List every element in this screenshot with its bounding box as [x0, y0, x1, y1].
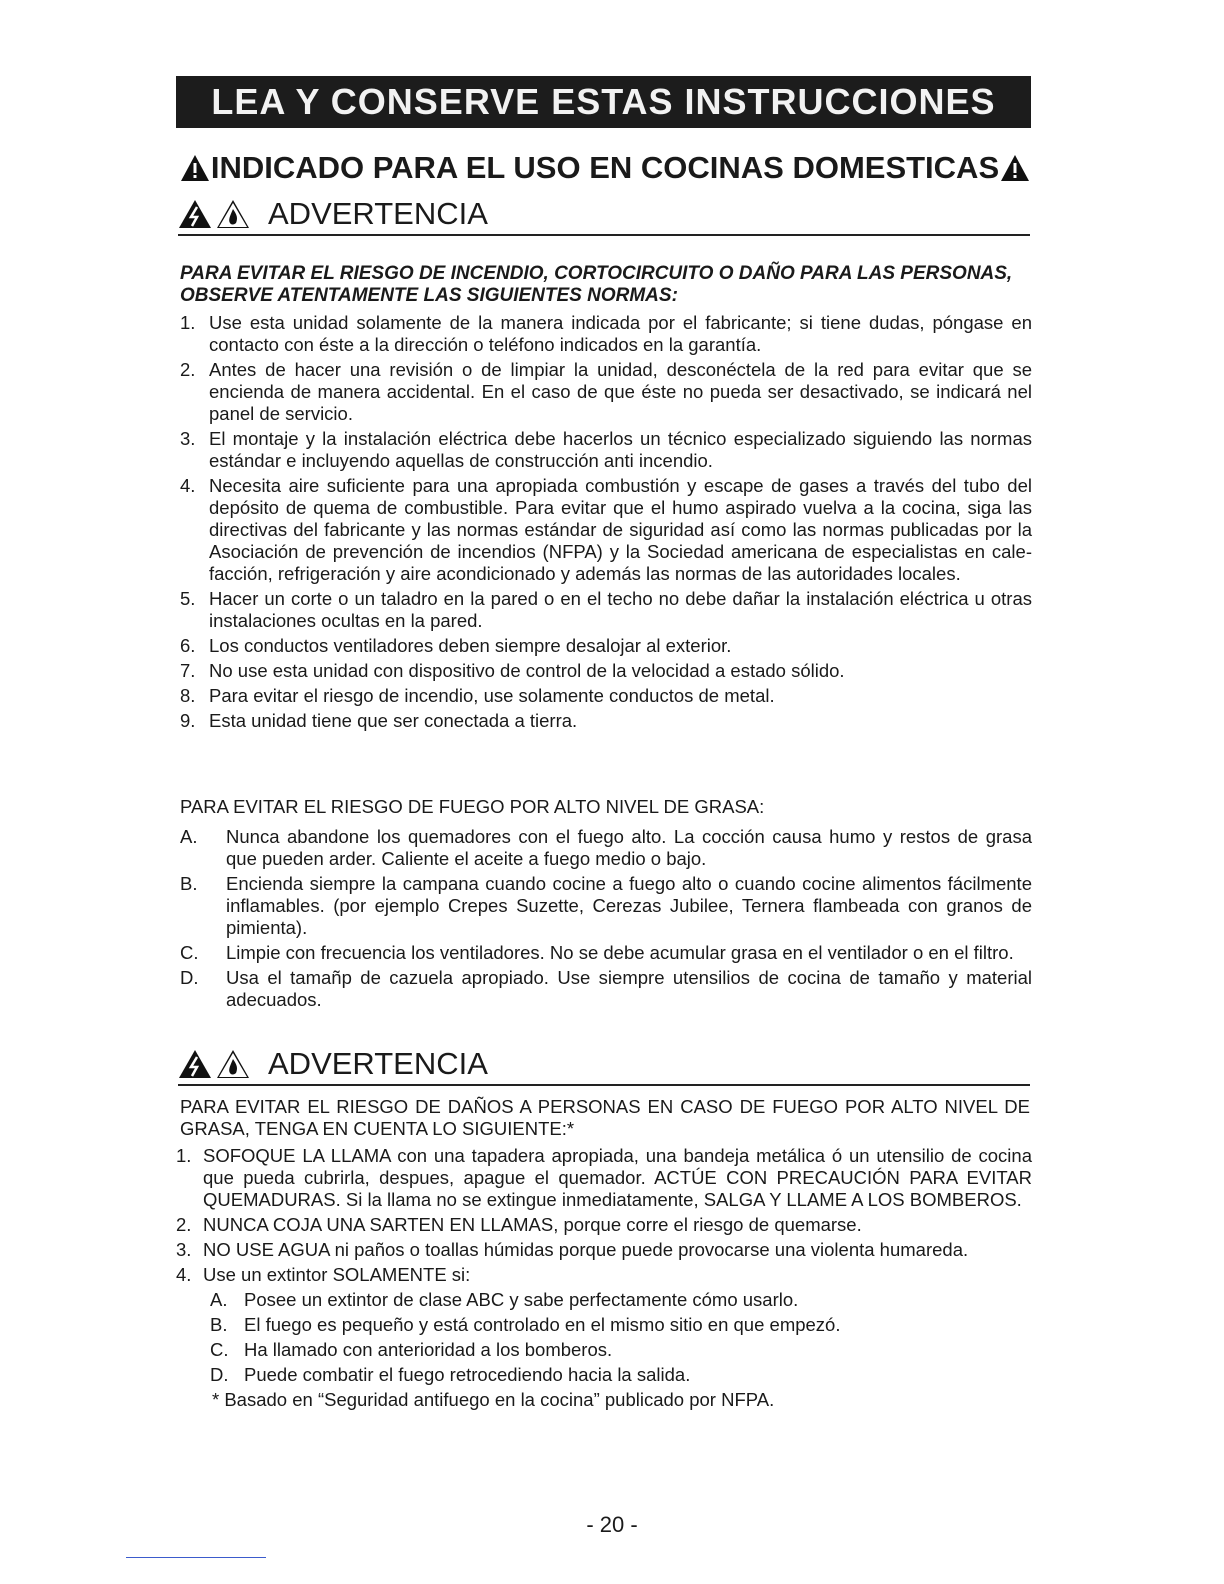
list-item: [180, 475, 1032, 585]
item-number: 3.: [180, 428, 196, 449]
grease-heading: PARA EVITAR EL RIESGO DE FUEGO POR ALTO NIVEL DE GRASA:: [180, 796, 765, 817]
item-text: El fuego es pequeño y está controlado en el mismo sitio en que empezó.: [244, 1314, 841, 1335]
item-letter: A.: [210, 1289, 228, 1310]
warning-intro-1: PARA EVITAR EL RIESGO DE INCENDIO, CORTOCIRCUITO O DAÑO PARA LAS PERSONAS, OBSERVE ATENTAMENTE LAS SIGUIENTES NORMAS:: [180, 263, 1013, 306]
item-text: Ha llamado con anterioridad a los bomberos.: [244, 1339, 613, 1360]
item-letter: C.: [210, 1339, 229, 1360]
item-number: 6.: [180, 635, 196, 656]
kitchen-use-text: INDICADO PARA EL USO EN COCINAS DOMESTICAS: [210, 150, 1000, 185]
item-text: Esta unidad tiene que ser conectada a tierra.: [209, 710, 578, 731]
warning-triangle-icon: [180, 154, 210, 182]
item-text: Encienda siempre la campana cuando cocine a fuego alto o cuando cocine alimentos fácilmente inflamables. (por ejemplo Crepes Suzette, Cerezas Jubilee, Ternera flambeada con granos de pimienta).: [226, 873, 1032, 938]
list-item: [210, 1289, 1032, 1311]
page-number: - 20 -: [586, 1512, 638, 1537]
item-text: Necesita aire suficiente para una apropiada combustión y escape de gases a través del tubo del depósito de quema de combustible. Para evitar que el humo aspirado vuelva a la cocina, siga las directivas del fabricante y las normas estándar de siguridad así como las normas publicadas por la Asociación de prevención de incendios (NFPA) y la Sociedad americana de especialistas en cale-facción, refrigeración y aire acondicionado y además las normas de las autoridades locales.: [209, 475, 1032, 584]
item-number: 3.: [176, 1239, 192, 1260]
item-letter: A.: [180, 826, 198, 847]
item-text: SOFOQUE LA LLAMA con una tapadera apropiada, una bandeja metálica ó un utensilio de cocina que pueda cubrirla, despues, apague el quemador. ACTÚE CON PRECAUCIÓN PARA EVITAR QUEMADURAS. Si la llama no se extingue inmediatamente, SALGA Y LLAME A LOS BOMBEROS.: [203, 1145, 1032, 1210]
list-item: [176, 1214, 1032, 1236]
list-item: [180, 359, 1032, 425]
item-text: Antes de hacer una revisión o de limpiar la unidad, desconéctela de la red para evitar que se encienda de manera accidental. En el caso de que éste no pueda ser desactivado, se indicará nel panel de servicio.: [209, 359, 1032, 424]
item-text: Nunca abandone los quemadores con el fuego alto. La cocción causa humo y restos de grasa que pueden arder. Caliente el aceite a fuego medio o bajo.: [226, 826, 1032, 869]
warning-title-1: ADVERTENCIA: [268, 196, 488, 231]
list-item: [180, 710, 1032, 732]
item-text: Use esta unidad solamente de la manera indicada por el fabricante; si tiene dudas, póngase en contacto con éste a la dirección o teléfono indicados en la garantía.: [209, 312, 1032, 355]
fire-response-list: [176, 1145, 1032, 1411]
item-number: 8.: [180, 685, 196, 706]
item-text: NUNCA COJA UNA SARTEN EN LLAMAS, porque corre el riesgo de quemarse.: [203, 1214, 862, 1235]
grease-rules-list: [180, 826, 1032, 1014]
footnote: * Basado en “Seguridad antifuego en la cocina” publicado por NFPA.: [212, 1389, 775, 1410]
item-number: 7.: [180, 660, 196, 681]
list-item: [180, 826, 1032, 870]
list-item: [210, 1339, 1032, 1361]
item-number: 5.: [180, 588, 196, 609]
extinguisher-conditions-list: [210, 1289, 1032, 1386]
item-text: El montaje y la instalación eléctrica debe hacerlos un técnico especializado siguiendo las normas estándar e incluyendo aquellas de construcción anti incendio.: [209, 428, 1032, 471]
list-item: [180, 942, 1032, 964]
fire-hazard-icon: [216, 1049, 250, 1079]
item-text: Usa el tamañp de cazuela apropiado. Use siempre utensilios de cocina de tamaño y material adecuados.: [226, 967, 1032, 1010]
list-item: [180, 967, 1032, 1011]
item-text: Hacer un corte o un taladro en la pared o en el techo no debe dañar la instalación eléctrica u otras instalaciones ocultas en la pared.: [209, 588, 1032, 631]
page-banner: LEA Y CONSERVE ESTAS INSTRUCCIONES: [176, 76, 1031, 128]
item-number: 4.: [176, 1264, 192, 1285]
kitchen-use-heading: [180, 150, 1030, 186]
item-number: 4.: [180, 475, 196, 496]
shock-hazard-icon: [178, 1049, 212, 1079]
item-number: 2.: [176, 1214, 192, 1235]
list-item: [180, 588, 1032, 632]
list-item: [180, 873, 1032, 939]
warning-intro-2: PARA EVITAR EL RIESGO DE DAÑOS A PERSONAS EN CASO DE FUEGO POR ALTO NIVEL DE GRASA, TENGA EN CUENTA LO SIGUIENTE:*: [180, 1096, 1030, 1139]
list-item: [210, 1314, 1032, 1336]
warning-triangle-icon: [1000, 154, 1030, 182]
footer-rule: [126, 1557, 266, 1558]
safety-rules-list: [180, 312, 1032, 735]
item-letter: B.: [210, 1314, 228, 1335]
item-number: 2.: [180, 359, 196, 380]
item-letter: B.: [180, 873, 198, 894]
item-number: 9.: [180, 710, 196, 731]
item-text: NO USE AGUA ni paños o toallas húmidas porque puede provocarse una violenta humareda.: [203, 1239, 969, 1260]
item-text: No use esta unidad con dispositivo de control de la velocidad a estado sólido.: [209, 660, 845, 681]
item-letter: C.: [180, 942, 199, 963]
item-text: Limpie con frecuencia los ventiladores. No se debe acumular grasa en el ventilador o en el filtro.: [226, 942, 1014, 963]
item-text: Posee un extintor de clase ABC y sabe perfectamente cómo usarlo.: [244, 1289, 799, 1310]
shock-hazard-icon: [178, 199, 212, 229]
warning-title-2: ADVERTENCIA: [268, 1046, 488, 1081]
warning-heading-1: [178, 196, 1030, 236]
item-letter: D.: [210, 1364, 229, 1385]
list-item: [180, 660, 1032, 682]
fire-hazard-icon: [216, 199, 250, 229]
item-text: Use un extintor SOLAMENTE si:: [203, 1264, 471, 1285]
item-text: Para evitar el riesgo de incendio, use solamente conductos de metal.: [209, 685, 775, 706]
list-item: [180, 428, 1032, 472]
item-number: 1.: [180, 312, 196, 333]
list-item: [180, 312, 1032, 356]
list-item: [210, 1364, 1032, 1386]
list-item: [176, 1264, 1032, 1286]
warning-heading-2: [178, 1046, 1030, 1086]
list-item: [176, 1145, 1032, 1211]
list-item: [180, 685, 1032, 707]
item-text: Los conductos ventiladores deben siempre desalojar al exterior.: [209, 635, 732, 656]
item-text: Puede combatir el fuego retrocediendo hacia la salida.: [244, 1364, 691, 1385]
item-number: 1.: [176, 1145, 192, 1166]
list-item: [176, 1239, 1032, 1261]
item-letter: D.: [180, 967, 199, 988]
list-item: [180, 635, 1032, 657]
